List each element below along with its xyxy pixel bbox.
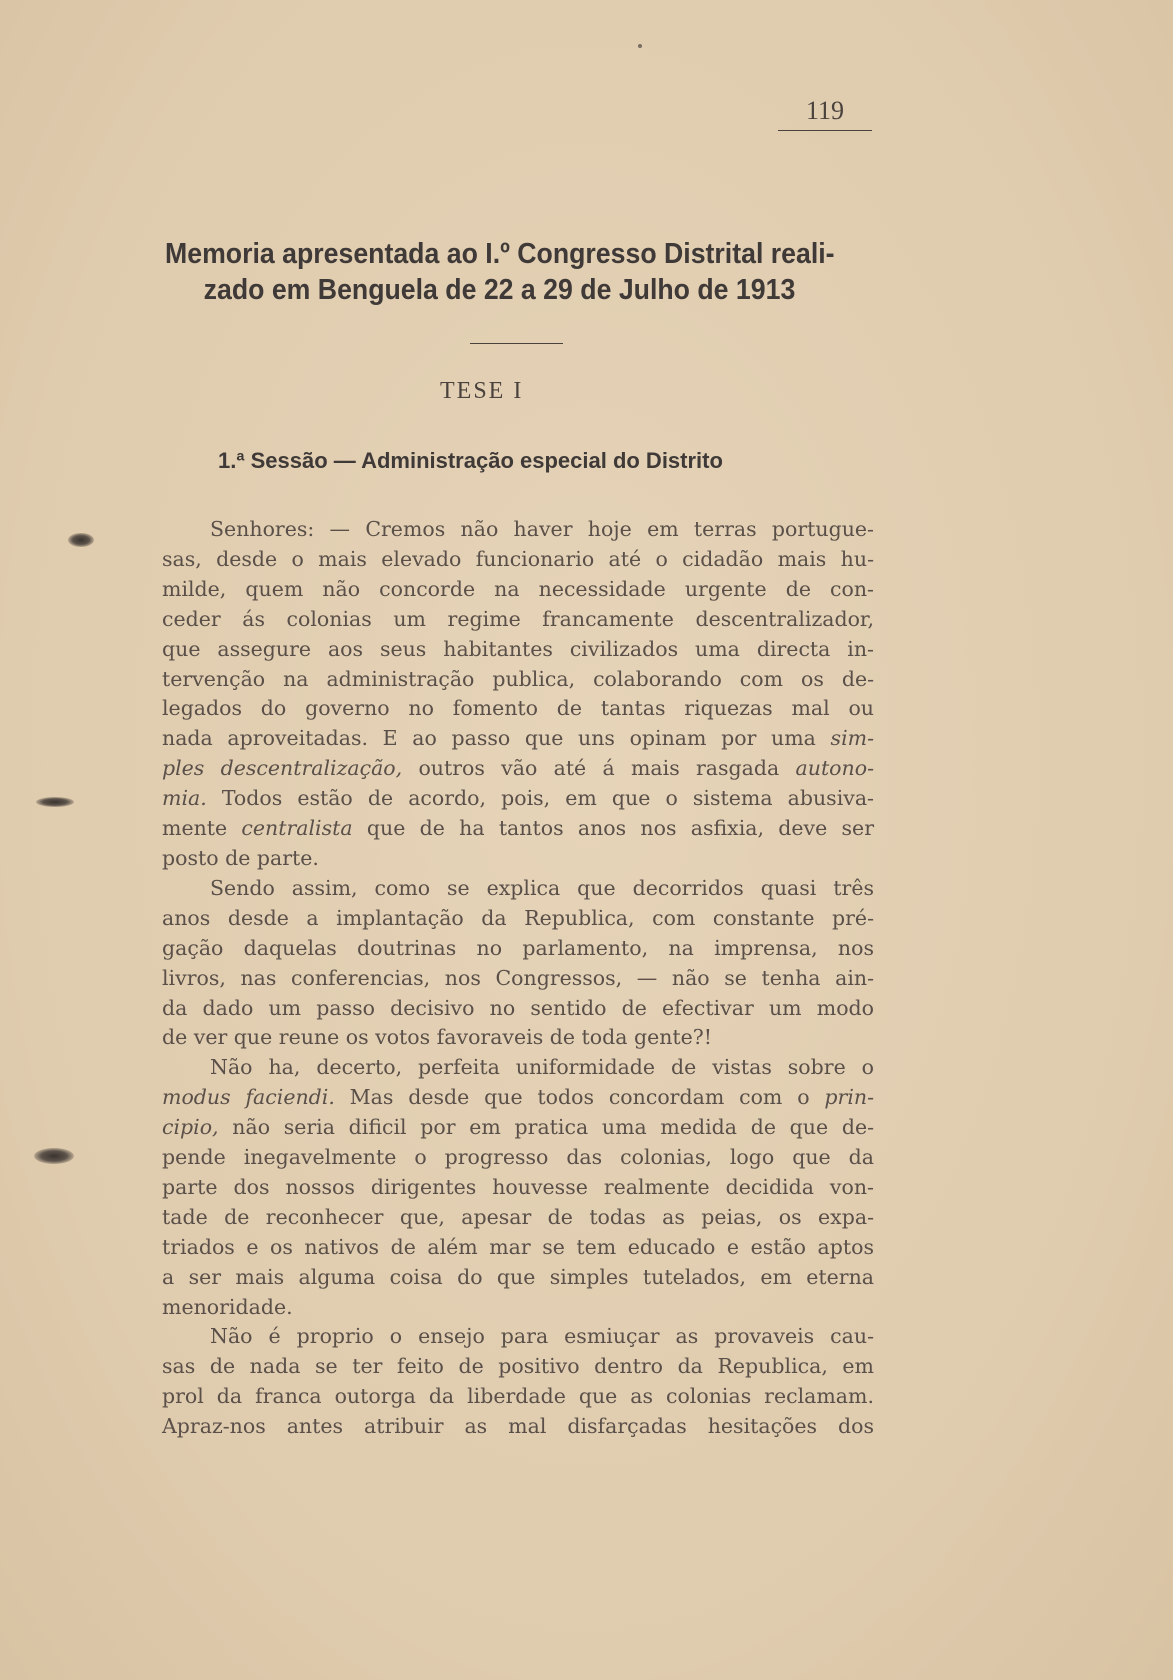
text-line: sas de nada se ter feito de positivo dentro da Republica, em [162,1354,874,1379]
text-line [162,1113,874,1143]
text-line: livros, nas conferencias, nos Congressos, — não se tenha ain- [162,965,874,990]
text-line: triados e os nativos de além mar se tem educado e estão aptos [162,1234,874,1259]
text-line: a ser mais alguma coisa do que simples tutelados, em eterna [162,1264,874,1289]
text-line: ceder ás colonias um regime francamente descentralizador, [162,606,874,631]
text-run: Todos estão de acordo, pois, em que o sistema abusiva- [206,786,874,811]
text-line: gação daquelas doutrinas no parlamento, na imprensa, nos [162,935,874,960]
text-line [162,1083,874,1113]
text-line: milde, quem não concorde na necessidade urgente de con- [162,576,874,601]
text-run: não seria dificil por em pratica uma medida de que de- [218,1115,874,1140]
text-line: legados do governo no fomento de tantas riquezas mal ou [162,696,874,721]
text-line [162,814,874,844]
text-line: da dado um passo decisivo no sentido de efectivar um modo [162,995,874,1020]
text-line: Sendo assim, como se explica que decorridos quasi três [210,875,874,900]
text-run: outros vão até á mais rasgada [402,756,796,781]
text-line [162,724,874,754]
title-line-2: zado em Benguela de 22 a 29 de Julho de 1913 [203,274,796,306]
text-line: Apraz-nos antes atribuir as mal disfarçadas hesitações dos [162,1414,874,1439]
document-title [165,236,835,308]
page-number: 119 [778,96,872,131]
text-line: sas, desde o mais elevado funcionario até o cidadão mais hu- [162,546,874,571]
italic-run: prin- [824,1085,874,1110]
italic-run: sim- [830,726,874,751]
italic-run: mia. [162,786,207,811]
title-line-1: Memoria apresentada ao I.º Congresso Distrital reali- [165,238,835,270]
italic-run: ples descentralização, [162,756,403,781]
session-heading: 1.ª Sessão — Administração especial do Distrito [218,448,723,473]
text-line: pende inegavelmente o progresso das colonias, logo que da [162,1145,874,1170]
thesis-heading: TESE I [440,378,524,404]
punch-hole [36,797,74,807]
text-line: Não é proprio o ensejo para esmiuçar as provaveis cau- [210,1324,874,1349]
text-run: Mas desde que todos concordam com o [334,1085,825,1110]
text-line: parte dos nossos dirigentes houvesse realmente decidida von- [162,1174,874,1199]
text-line: tade de reconhecer que, apesar de todas as peias, os expa- [162,1204,874,1229]
text-line: tervenção na administração publica, colaborando com os de- [162,666,874,691]
text-line: Não ha, decerto, perfeita uniformidade de vistas sobre o [210,1055,874,1080]
italic-run: centralista [241,816,353,841]
text-line: Senhores: — Cremos não haver hoje em terras portugue- [210,517,874,541]
text-run: nada aproveitadas. E ao passo que uns opinam por uma [162,726,831,751]
italic-run: modus faciendi. [162,1085,335,1110]
paper-speck [638,44,642,48]
text-line: anos desde a implantação da Republica, com constante pré- [162,905,874,930]
text-line: posto de parte. [162,845,319,870]
text-line [162,784,874,814]
title-divider [470,343,563,344]
text-line: menoridade. [162,1294,293,1319]
italic-run: autono- [795,756,874,781]
text-line: de ver que reune os votos favoraveis de toda gente?! [162,1025,713,1050]
text-line: prol da franca outorga da liberdade que as colonias reclamam. [162,1384,874,1409]
punch-hole [68,533,94,547]
body-text [162,515,874,1442]
text-line: que assegure aos seus habitantes civilizados uma directa in- [162,636,874,661]
punch-hole [34,1148,74,1164]
text-line [162,754,874,784]
text-run: que de ha tantos anos nos asfixia, deve ser [352,816,874,841]
italic-run: cipio, [162,1115,219,1140]
text-run: mente [162,816,242,841]
